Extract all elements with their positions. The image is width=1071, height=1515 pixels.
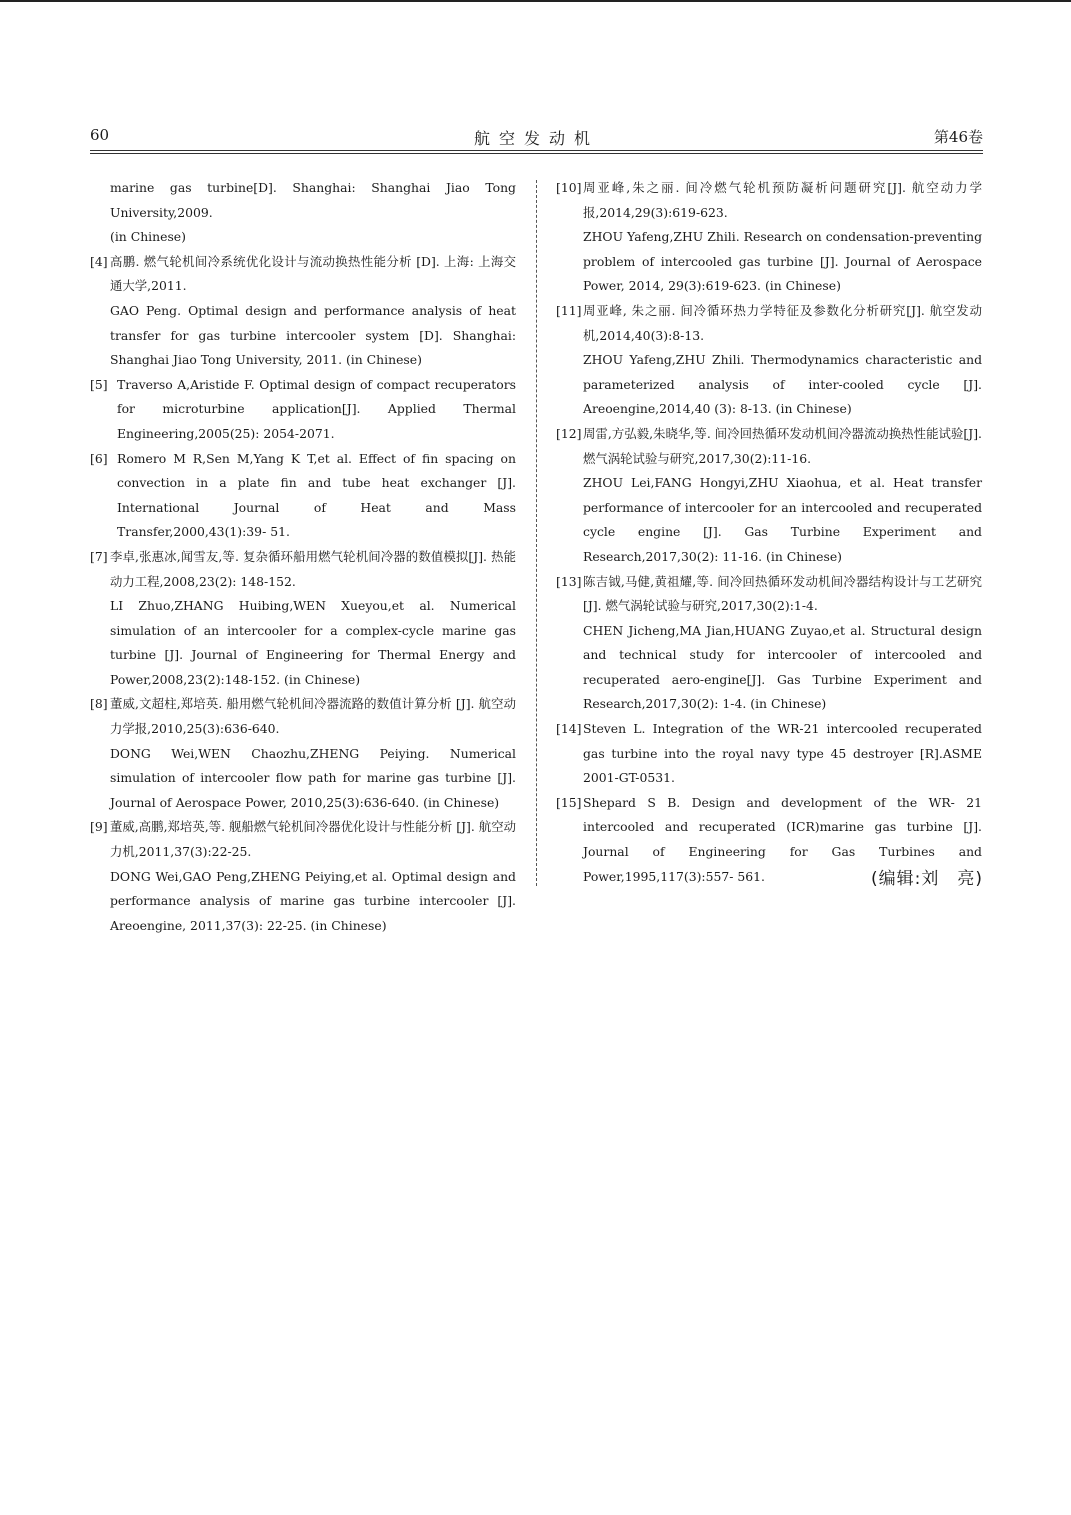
reference-text: 高鹏. 燃气轮机间冷系统优化设计与流动换热性能分析 [D]. 上海: 上海交通大学,2011. bbox=[110, 253, 516, 294]
reference-number: [9] bbox=[90, 819, 108, 835]
reference-number: [10] bbox=[556, 180, 582, 195]
reference-number: [8] bbox=[90, 696, 108, 712]
reference-text: 董威,文超柱,郑培英. 船用燃气轮机间冷器流路的数值计算分析 [J]. 航空动力学报,2010,25(3):636-640. bbox=[110, 696, 516, 737]
reference-text: 周雷,方弘毅,朱晓华,等. 间冷回热循环发动机间冷器流动换热性能试验[J]. 燃气涡轮试验与研究,2017,30(2):11-16. bbox=[583, 425, 982, 466]
reference-item bbox=[90, 250, 516, 373]
reference-number: [6] bbox=[90, 450, 108, 466]
reference-number: [5] bbox=[90, 376, 108, 392]
reference-text: (in Chinese) bbox=[110, 229, 186, 245]
reference-number: [14] bbox=[556, 721, 582, 737]
top-border bbox=[0, 0, 1071, 2]
editor-credit: (编辑:刘 亮) bbox=[871, 869, 983, 889]
reference-translation: GAO Peng. Optimal design and performance analysis of heat transfer for gas turbine intercooler system [D]. Shanghai: Shanghai Jiao Tong University, 2011. (in Chinese) bbox=[110, 302, 516, 368]
page-number: 60 bbox=[90, 126, 110, 144]
reference-text: 周亚峰,朱之丽. 间冷燃气轮机预防凝析问题研究[J]. 航空动力学报,2014,29(3):619-623. bbox=[583, 180, 982, 220]
running-header bbox=[90, 126, 983, 148]
reference-text: 周亚峰, 朱之丽. 间冷循环热力学特征及参数化分析研究[J]. 航空发动机,2014,40(3):8-13. bbox=[583, 302, 982, 343]
reference-number: [13] bbox=[556, 573, 582, 589]
journal-title: 航空发动机 bbox=[473, 129, 599, 148]
reference-translation: DONG Wei,WEN Chaozhu,ZHENG Peiying. Numerical simulation of intercooler flow path for marine gas turbine [J]. Journal of Aerospace Power, 2010,25(3):636-640. (in Chinese) bbox=[110, 745, 516, 810]
reference-item bbox=[90, 373, 516, 447]
reference-translation: CHEN Jicheng,MA Jian,HUANG Zuyao,et al. Structural design and technical study for intercooler of intercooled and recuperated aero-engine[J]. Gas Turbine Experiment and Research,2017,30(2): 1-4. (in Chinese) bbox=[583, 622, 982, 712]
reference-item bbox=[90, 447, 516, 545]
reference-item bbox=[556, 299, 982, 422]
reference-item bbox=[556, 570, 982, 718]
reference-translation: ZHOU Yafeng,ZHU Zhili. Thermodynamics characteristic and parameterized analysis of inter-cooled cycle [J]. Areoengine,2014,40 (3): 8-13. (in Chinese) bbox=[583, 352, 982, 417]
reference-translation: ZHOU Yafeng,ZHU Zhili. Research on condensation-preventing problem of intercooled gas turbine [J]. Journal of Aerospace Power, 2014, 29(3):619-623. (in Chinese) bbox=[583, 229, 982, 294]
reference-number: [12] bbox=[556, 425, 582, 441]
reference-text: Shepard S B. Design and development of the WR- 21 intercooled and recuperated (ICR)marine gas turbine [J]. Journal of Engineering for Gas Turbines and Power,1995,117(3):557- 561. bbox=[583, 794, 982, 884]
left-column bbox=[90, 176, 516, 938]
reference-number: [15] bbox=[556, 794, 582, 810]
header-rule bbox=[90, 150, 983, 151]
reference-item bbox=[90, 692, 516, 815]
reference-text: Romero M R,Sen M,Yang K T,et al. Effect of fin spacing on convection in a plate fin and tube heat exchanger [J]. International Journal of Heat and Mass Transfer,2000,43(1):39- 51. bbox=[117, 450, 516, 540]
reference-item bbox=[556, 422, 982, 570]
reference-text: 陈吉钺,马健,黄祖耀,等. 间冷回热循环发动机间冷器结构设计与工艺研究[J]. 燃气涡轮试验与研究,2017,30(2):1-4. bbox=[583, 573, 982, 614]
reference-item bbox=[90, 545, 516, 693]
reference-translation: ZHOU Lei,FANG Hongyi,ZHU Xiaohua, et al. Heat transfer performance of intercooler for an intercooled and recuperated cycle engine [J]. Gas Turbine Experiment and Research,2017,30(2): 11-16. (in Chinese) bbox=[583, 475, 982, 564]
reference-text: 董威,高鹏,郑培英,等. 舰船燃气轮机间冷器优化设计与性能分析 [J]. 航空动力机,2011,37(3):22-25. bbox=[110, 819, 516, 860]
reference-text: marine gas turbine[D]. Shanghai: Shanghai Jiao Tong University,2009. bbox=[110, 180, 516, 220]
reference-translation: DONG Wei,GAO Peng,ZHENG Peiying,et al. Optimal design and performance analysis of marine gas turbine intercooler [J]. Areoengine, 2011,37(3): 22-25. (in Chinese) bbox=[110, 868, 516, 933]
reference-number: [4] bbox=[90, 253, 108, 269]
reference-number: [11] bbox=[556, 302, 582, 318]
column-divider bbox=[536, 180, 537, 886]
reference-continued bbox=[90, 176, 516, 250]
header-rule-secondary bbox=[90, 153, 983, 154]
reference-text: Steven L. Integration of the WR-21 intercooled recuperated gas turbine into the royal navy type 45 destroyer [R].ASME 2001-GT-0531. bbox=[583, 721, 982, 786]
reference-item bbox=[556, 717, 982, 791]
reference-item bbox=[90, 815, 516, 938]
reference-item bbox=[556, 176, 982, 299]
reference-translation: LI Zhuo,ZHANG Huibing,WEN Xueyou,et al. Numerical simulation of an intercooler for a complex-cycle marine gas turbine [J]. Journal of Engineering for Thermal Energy and Power,2008,23(2):148-152. (in Chinese) bbox=[110, 598, 516, 687]
right-column bbox=[556, 176, 982, 889]
reference-text: Traverso A,Aristide F. Optimal design of compact recuperators for microturbine application[J]. Applied Thermal Engineering,2005(25): 2054-2071. bbox=[117, 376, 516, 441]
volume-label: 第46卷 bbox=[933, 128, 983, 146]
reference-number: [7] bbox=[90, 548, 108, 564]
reference-text: 李卓,张惠冰,闻雪友,等. 复杂循环船用燃气轮机间冷器的数值模拟[J]. 热能动力工程,2008,23(2): 148-152. bbox=[110, 548, 516, 589]
